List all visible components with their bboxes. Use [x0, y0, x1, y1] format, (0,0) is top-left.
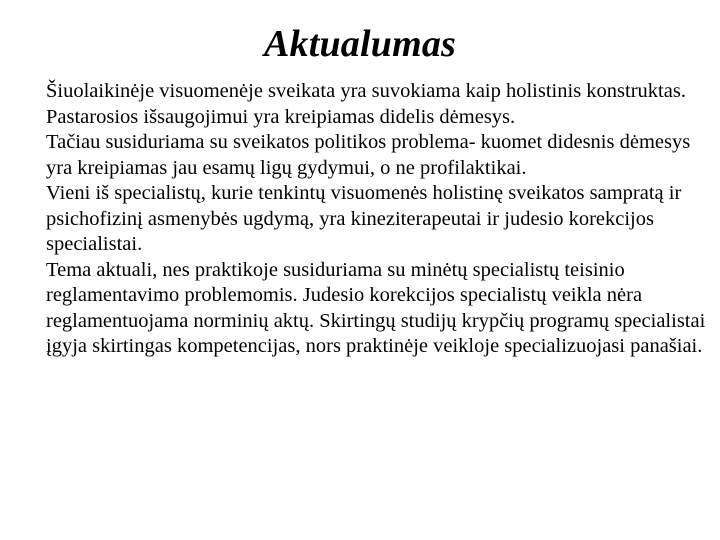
paragraph-policy-problem: Tačiau susiduriama su sveikatos politikos problema- kuomet didesnis dėmesys yra kreipiamas jau esamų ligų gydymui, o ne profilaktikai.	[46, 131, 691, 179]
slide-title: Aktualumas	[263, 23, 457, 65]
paragraph-health-concept: Šiuolaikinėje visuomenėje sveikata yra suvokiama kaip holistinis konstruktas. Pastarosios išsaugojimui yra kreipiamas didelis dėmesys.	[46, 80, 686, 128]
slide-body	[46, 79, 714, 360]
paragraph-specialists: Vieni iš specialistų, kurie tenkintų visuomenės holistinę sveikatos sampratą ir psichofizinį asmenybės ugdymą, yra kineziterapeutai ir judesio korekcijos specialistai.	[46, 182, 682, 255]
paragraph-topic-relevance: Tema aktuali, nes praktikoje susiduriama su minėtų specialistų teisinio reglamentavimo problemomis. Judesio korekcijos specialistų veikla nėra reglamentuojama norminių aktų. Skirtingų studijų krypčių programų specialistai įgyja skirtingas kompetencijas, nors praktinėje veikloje specializuojasi panašiai.	[46, 258, 706, 357]
